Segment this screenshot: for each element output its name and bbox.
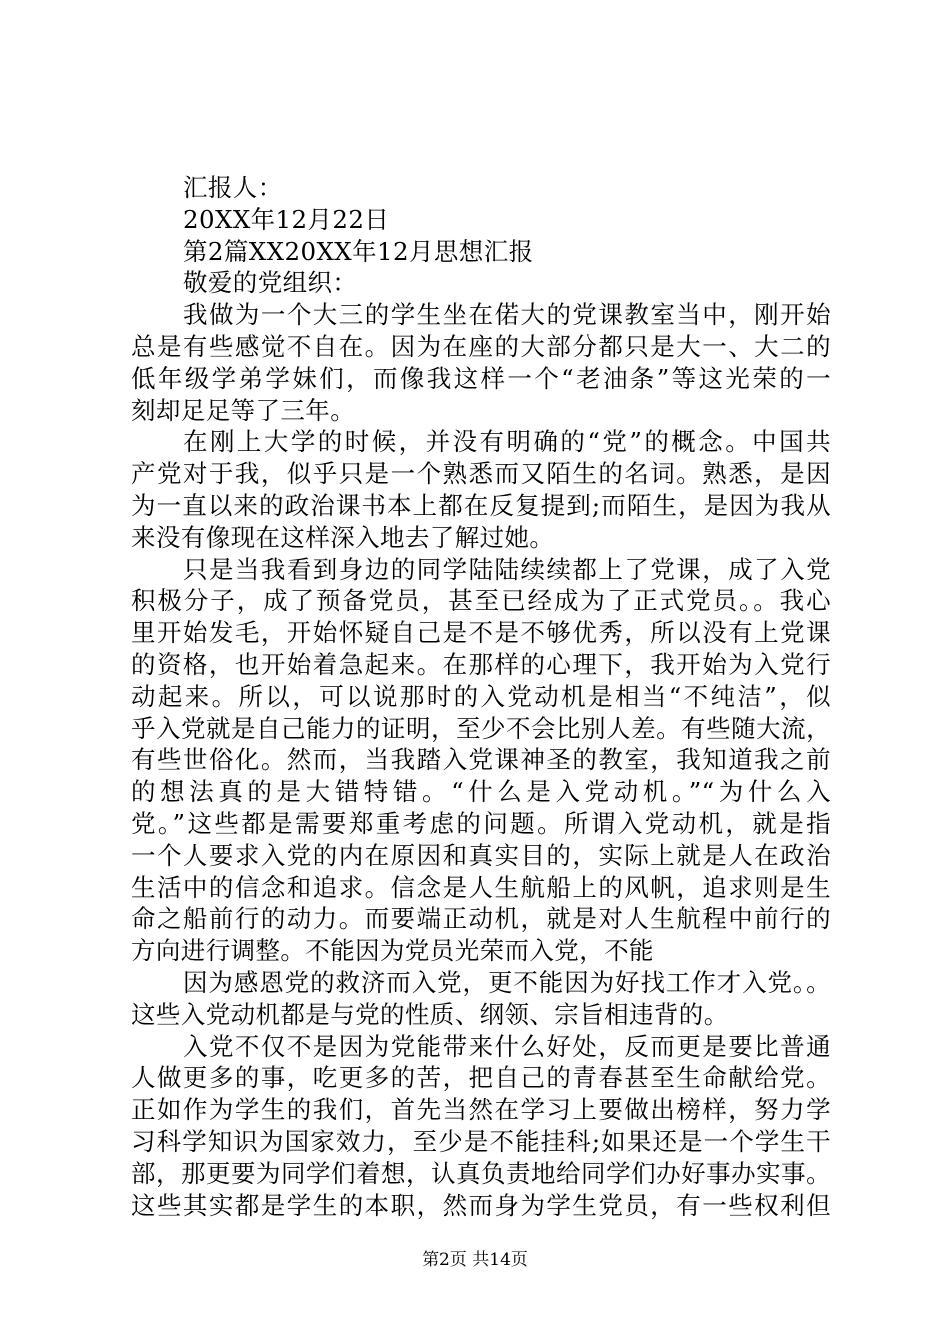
text-line: 20XX年12月22日	[183, 204, 390, 234]
text-line: 的想法真的是大错特错。“什么是入党动机。”“为什么入	[131, 777, 831, 807]
text-line: 我做为一个大三的学生坐在偌大的党课教室当中，刚开始	[183, 300, 831, 330]
text-line: 这些其实都是学生的本职，然而身为学生党员，有一些权利但	[131, 1190, 831, 1220]
text-line: 积极分子，成了预备党员，甚至已经成为了正式党员。。我心	[131, 586, 831, 616]
text-line: 习科学知识为国家效力，至少是不能挂科;如果还是一个学生干	[131, 1126, 831, 1156]
text-line: 的资格，也开始着急起来。在那样的心理下，我开始为入党行	[131, 649, 831, 679]
text-line: 党。”这些都是需要郑重考虑的问题。所谓入党动机，就是指	[131, 808, 831, 838]
text-line: 第2篇XX20XX年12月思想汇报	[183, 236, 534, 266]
text-line: 敬爱的党组织：	[183, 268, 358, 298]
text-line: 在刚上大学的时候，并没有明确的“党”的概念。中国共	[183, 427, 831, 457]
text-line: 里开始发毛，开始怀疑自己是不是不够优秀，所以没有上党课	[131, 618, 831, 648]
text-line: 产党对于我，似乎只是一个熟悉而又陌生的名词。熟悉，是因	[131, 459, 831, 489]
text-line: 汇报人：	[183, 173, 283, 202]
document-body	[131, 172, 831, 1221]
text-line: 方向进行调整。不能因为党员光荣而入党，不能	[131, 936, 654, 966]
text-line: 低年级学弟学妹们，而像我这样一个“老油条”等这光荣的一	[131, 363, 831, 393]
text-line: 生活中的信念和追求。信念是人生航船上的风帆，追求则是生	[131, 872, 831, 902]
text-line: 人做更多的事，吃更多的苦，把自己的青春甚至生命献给党。	[131, 1063, 831, 1093]
text-line: 命之船前行的动力。而要端正动机，就是对人生航程中前行的	[131, 904, 831, 934]
text-line: 这些入党动机都是与党的性质、纲领、宗旨相违背的。	[131, 999, 729, 1029]
text-line: 来没有像现在这样深入地去了解过她。	[131, 522, 555, 552]
text-line: 动起来。所以，可以说那时的入党动机是相当“不纯洁”，似	[131, 681, 831, 711]
text-line: 部，那更要为同学们着想，认真负责地给同学们办好事办实事。	[131, 1158, 831, 1188]
text-line: 只是当我看到身边的同学陆陆续续都上了党课，成了入党	[183, 554, 831, 584]
text-line: 刻却足足等了三年。	[131, 395, 356, 425]
text-line: 有些世俗化。然而，当我踏入党课神圣的教室，我知道我之前	[131, 745, 831, 775]
text-line: 为一直以来的政治课书本上都在反复提到;而陌生，是因为我从	[131, 490, 831, 520]
text-line: 总是有些感觉不自在。因为在座的大部分都只是大一、大二的	[131, 331, 831, 361]
text-line: 一个人要求入党的内在原因和真实目的，实际上就是人在政治	[131, 840, 831, 870]
page-footer: 第2页 共14页	[422, 1250, 528, 1270]
text-line: 入党不仅不是因为党能带来什么好处，反而更是要比普通	[183, 1031, 831, 1061]
text-line: 乎入党就是自己能力的证明，至少不会比别人差。有些随大流，	[131, 713, 831, 743]
text-line: 因为感恩党的救济而入党，更不能因为好找工作才入党。。	[183, 967, 831, 997]
text-line: 正如作为学生的我们，首先当然在学习上要做出榜样，努力学	[131, 1095, 831, 1125]
